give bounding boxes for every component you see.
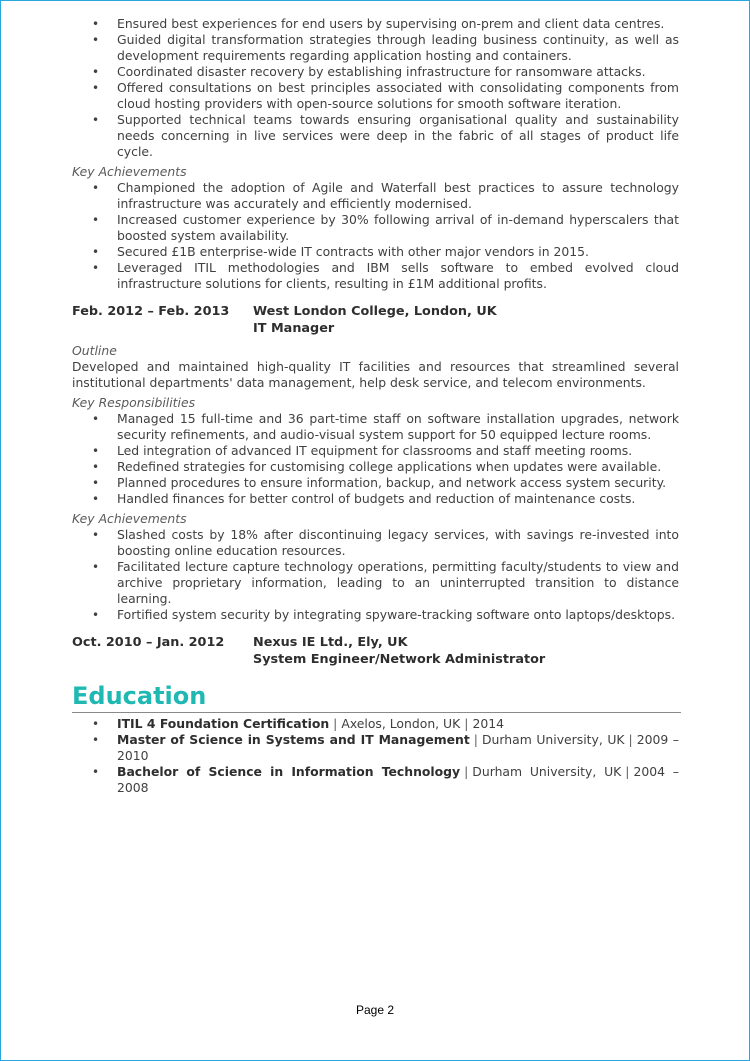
list-item: • Redefined strategies for customising college applications when updates were available. — [72, 459, 679, 475]
list-item: • Handled finances for better control of budgets and reduction of maintenance costs. — [72, 491, 679, 507]
job3-title: System Engineer/Network Administrator — [253, 652, 546, 667]
separator: | — [473, 732, 478, 747]
education-years: 2009 – 2010 — [117, 732, 680, 763]
list-item: • Offered consultations on best principles associated with consolidating components from cloud hosting providers with open-source solutions for smooth software iteration. — [72, 80, 679, 112]
job2-header — [72, 303, 679, 337]
job2-responsibilities-list — [72, 411, 679, 507]
education-qualification: ITIL 4 Foundation Certification — [117, 716, 330, 731]
list-item: • Supported technical teams towards ensuring organisational quality and sustainability needs concerning in live services were deep in the fabric of all stages of product life cycle. — [72, 112, 679, 160]
job2-responsibilities-heading: Key Responsibilities — [72, 395, 196, 410]
education-years: 2004 – 2008 — [117, 764, 679, 795]
education-years: 2014 — [472, 716, 504, 731]
job1-responsibilities-list — [72, 16, 679, 160]
separator: | — [333, 716, 338, 731]
resume-page-content — [72, 16, 679, 796]
separator: | — [464, 716, 469, 731]
list-item: • Managed 15 full-time and 36 part-time staff on software installation upgrades, network security refinements, and audio-visual system support for 50 equipped lecture rooms. — [72, 411, 679, 443]
list-item: • Fortified system security by integrating spyware-tracking software onto laptops/desktops. — [72, 607, 679, 623]
education-list — [72, 716, 679, 796]
job3-org — [253, 634, 545, 668]
job1-achievements-list — [72, 180, 679, 292]
education-item — [72, 716, 679, 732]
job2-achievements-heading: Key Achievements — [72, 511, 187, 526]
education-item — [72, 732, 679, 764]
separator: | — [628, 732, 633, 747]
education-institution: Axelos, London, UK — [341, 716, 461, 731]
list-item: • Planned procedures to ensure information, backup, and network access system security. — [72, 475, 679, 491]
list-item: • Increased customer experience by 30% following arrival of in-demand hyperscalers that boosted system availability. — [72, 212, 679, 244]
education-qualification: Master of Science in Systems and IT Management — [117, 732, 470, 747]
education-qualification: Bachelor of Science in Information Technology — [117, 764, 461, 779]
list-item: • Facilitated lecture capture technology operations, permitting faculty/students to view and archive proprietary information, leading to an uninterrupted transition to distance learning. — [72, 559, 679, 607]
list-item: • Secured £1B enterprise-wide IT contracts with other major vendors in 2015. — [72, 244, 679, 260]
page-number: Page 2 — [355, 1003, 395, 1017]
education-heading: Education — [72, 682, 681, 713]
separator: | — [464, 764, 469, 779]
education-institution: Durham University, UK — [481, 732, 625, 747]
list-item: • Slashed costs by 18% after discontinuing legacy services, with savings re-invested into boosting online education resources. — [72, 527, 679, 559]
job3-employer: Nexus IE Ltd., Ely, UK — [253, 635, 408, 650]
job2-achievements-list — [72, 527, 679, 623]
education-institution: Durham University, UK — [472, 764, 622, 779]
job2-outline: Developed and maintained high-quality IT facilities and resources that streamlined several institutional departments' data management, help desk service, and telecom environments. — [72, 359, 679, 390]
list-item: • Leveraged ITIL methodologies and IBM sells software to embed evolved cloud infrastructure solutions for clients, resulting in £1M additional profits. — [72, 260, 679, 292]
list-item: • Ensured best experiences for end users by supervising on-prem and client data centres. — [72, 16, 679, 32]
job3-header — [72, 634, 679, 668]
job2-org — [253, 303, 497, 337]
list-item: • Coordinated disaster recovery by establishing infrastructure for ransomware attacks. — [72, 64, 679, 80]
separator: | — [625, 764, 630, 779]
job3-dates: Oct. 2010 – Jan. 2012 — [72, 635, 225, 650]
job1-achievements-heading: Key Achievements — [72, 164, 187, 179]
job2-employer: West London College, London, UK — [253, 304, 497, 319]
list-item: • Championed the adoption of Agile and Waterfall best practices to assure technology infrastructure was accurately and efficiently modernised. — [72, 180, 679, 212]
list-item: • Guided digital transformation strategies through leading business continuity, as well as development requirements regarding application hosting and containers. — [72, 32, 679, 64]
list-item: • Led integration of advanced IT equipment for classrooms and staff meeting rooms. — [72, 443, 679, 459]
job2-dates: Feb. 2012 – Feb. 2013 — [72, 304, 230, 319]
job2-outline-heading: Outline — [72, 343, 117, 358]
education-item — [72, 764, 679, 796]
job2-title: IT Manager — [253, 321, 335, 336]
